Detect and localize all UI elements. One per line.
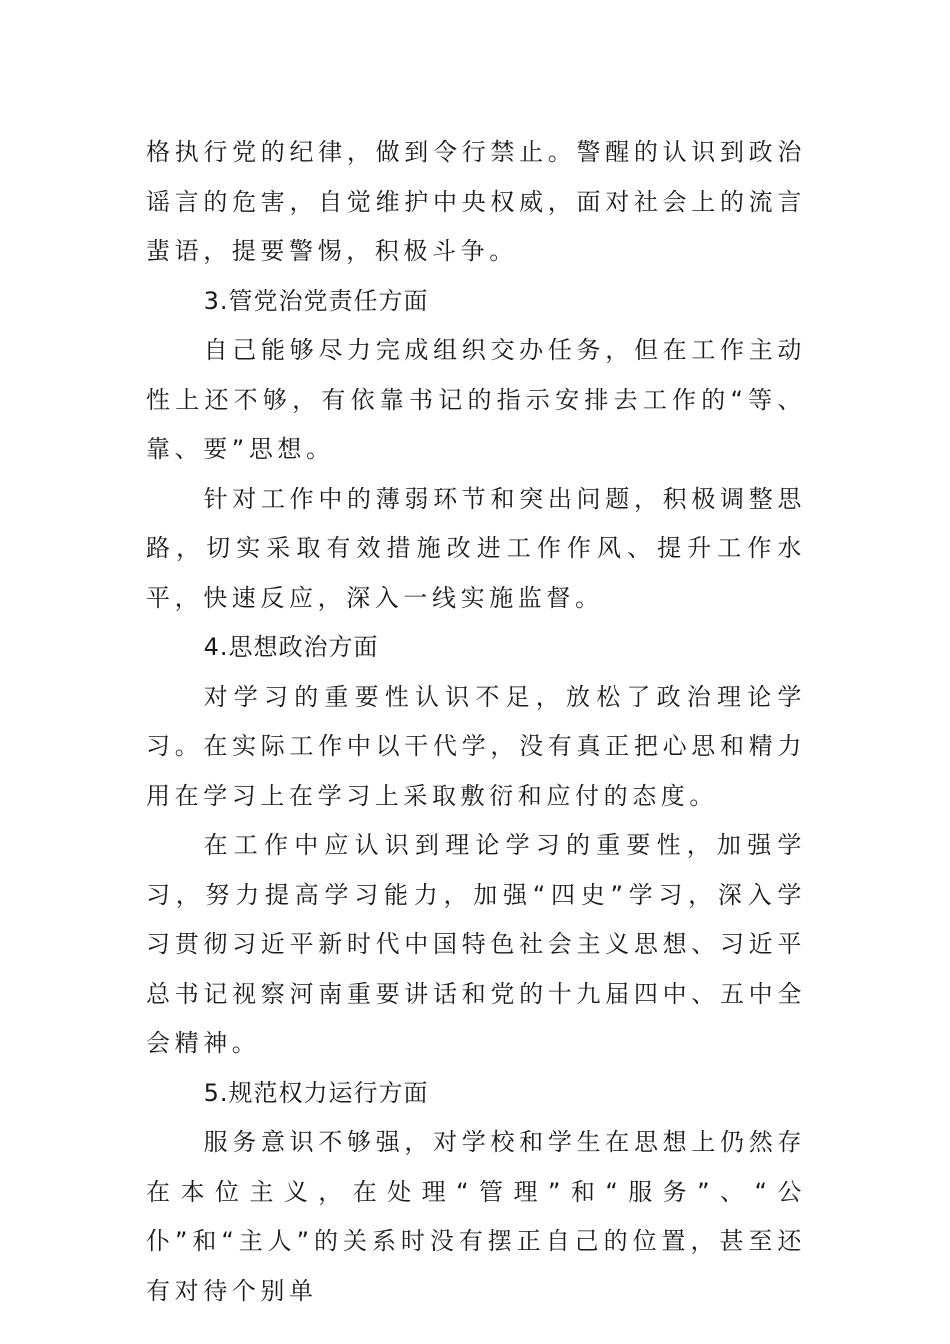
document-body — [146, 128, 806, 1316]
paragraph-study-insufficient: 对学习的重要性认识不足，放松了政治理论学习。在实际工作中以干代学，没有真正把心思和精力用在学习上在学习上采取敷衍和应付的态度。 — [146, 682, 806, 810]
paragraph-study-strengthen: 在工作中应认识到理论学习的重要性，加强学习，努力提高学习能力，加强“四史”学习，深入学习贯彻习近平新时代中国特色社会主义思想、习近平总书记视察河南重要讲话和党的十九届四中、五中全会精神。 — [146, 831, 806, 1057]
paragraph-work-initiative: 自己能够尽力完成组织交办任务，但在工作主动性上还不够，有依靠书记的指示安排去工作的“等、靠、要”思想。 — [146, 336, 806, 463]
paragraph-discipline-continued: 格执行党的纪律，做到令行禁止。警醒的认识到政治谣言的危害，自觉维护中央权威，面对社会上的流言蜚语，提要警惕，积极斗争。 — [146, 138, 806, 265]
section-heading-power-regulation: 5.规范权力运行方面 — [203, 1078, 429, 1107]
section-heading-political-thought: 4.思想政治方面 — [203, 633, 379, 661]
paragraph-service-awareness: 服务意识不够强，对学校和学生在思想上仍然存在本位主义，在处理“管理”和“服务”、“公仆”和“主人”的关系时没有摆正自己的位置，甚至还有对待个别单 — [146, 1128, 806, 1305]
paragraph-improvement-measures: 针对工作中的薄弱环节和突出问题，积极调整思路，切实采取有效措施改进工作作风、提升工作水平，快速反应，深入一线实施监督。 — [146, 484, 806, 612]
section-heading-party-responsibility: 3.管党治党责任方面 — [203, 286, 429, 315]
